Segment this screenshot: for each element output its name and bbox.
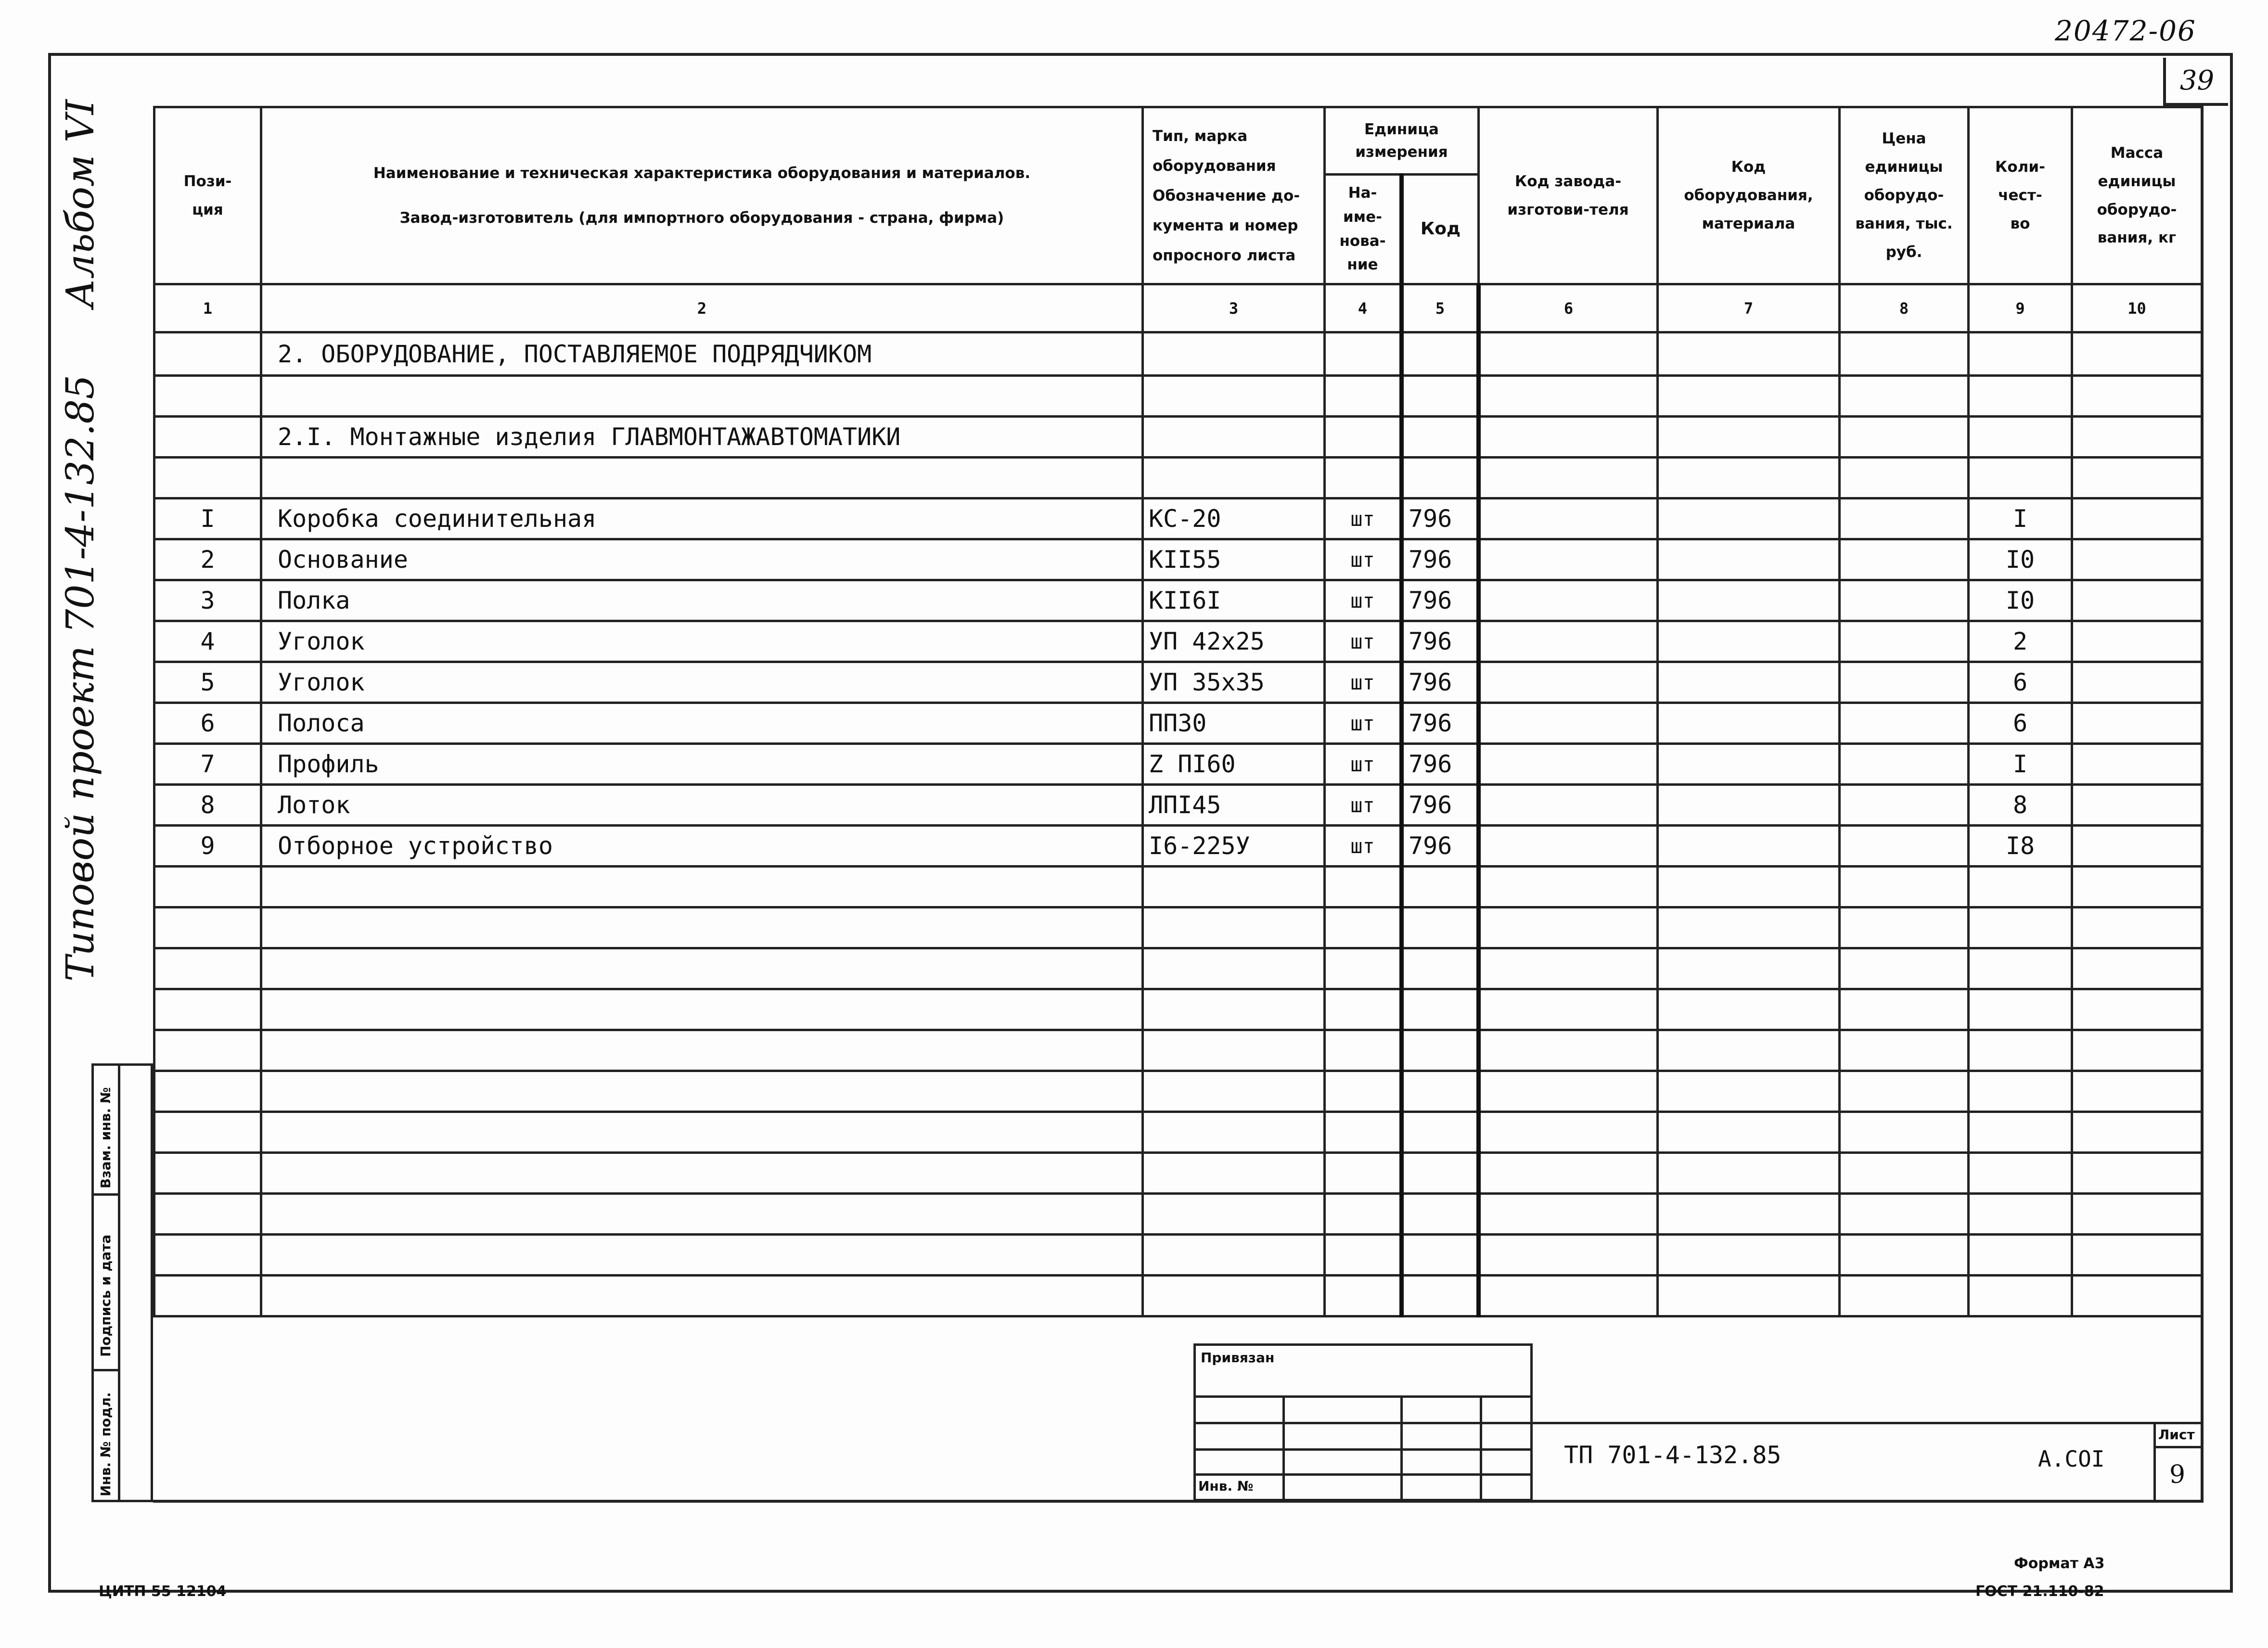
cell-quantity: 8 xyxy=(1969,785,2072,826)
cell-unit: шт xyxy=(1325,580,1402,621)
cell-name: Лоток xyxy=(261,785,1143,826)
cell-code: 796 xyxy=(1402,539,1479,580)
cell-code: 796 xyxy=(1402,744,1479,785)
cell-code: 796 xyxy=(1402,498,1479,539)
empty-row xyxy=(154,948,2202,989)
cell-position: 8 xyxy=(154,785,261,826)
empty-row xyxy=(154,989,2202,1030)
cell-quantity: I xyxy=(1969,744,2072,785)
empty-row xyxy=(154,1112,2202,1153)
table-row xyxy=(154,662,2202,703)
cell-unit: шт xyxy=(1325,539,1402,580)
cell-position: 5 xyxy=(154,662,261,703)
cell-type: УП 42х25 xyxy=(1143,621,1325,662)
empty-row xyxy=(154,1235,2202,1276)
cell-type: КII55 xyxy=(1143,539,1325,580)
empty-row xyxy=(154,1071,2202,1112)
header-equipment-code: Код оборудования, материала xyxy=(1658,107,1840,284)
cell-quantity: I0 xyxy=(1969,539,2072,580)
header-unit-code: Код xyxy=(1402,175,1479,284)
cell-code: 796 xyxy=(1402,785,1479,826)
colnum-6: 6 xyxy=(1479,284,1658,332)
list-label: Лист xyxy=(2158,1427,2195,1443)
side-stamp-strip xyxy=(91,1063,153,1502)
footer-format: Формат А3 xyxy=(2014,1555,2105,1572)
cell-position: 3 xyxy=(154,580,261,621)
cell-type: Z ПI60 xyxy=(1143,744,1325,785)
cell-unit: шт xyxy=(1325,498,1402,539)
doc-number: 20472-06 xyxy=(2055,14,2196,47)
colnum-5: 5 xyxy=(1402,284,1479,332)
cell-quantity: 6 xyxy=(1969,662,2072,703)
empty-row xyxy=(154,1276,2202,1316)
header-type: Тип, марка оборудования Обозначение до-кумента и номер опросного листа xyxy=(1143,107,1325,284)
table-row xyxy=(154,785,2202,826)
table-row xyxy=(154,498,2202,539)
header-name-line1: Наименование и техническая характеристика оборудования и материалов. xyxy=(373,164,1031,182)
specification-table xyxy=(153,106,2203,1317)
cell-name: Полка xyxy=(261,580,1143,621)
cell-name: Отборное устройство xyxy=(261,826,1143,867)
table-row xyxy=(154,539,2202,580)
header-unit-name: На-име-нова-ние xyxy=(1325,175,1402,284)
empty-row xyxy=(154,1153,2202,1194)
colnum-9: 9 xyxy=(1969,284,2072,332)
header-factory-code: Код завода-изготови-теля xyxy=(1479,107,1658,284)
project-label: Типовой проект 701-4-132.85 xyxy=(58,374,103,982)
table-row xyxy=(154,703,2202,744)
label-vzam-inv: Взам. инв. № xyxy=(98,1087,114,1188)
cell-quantity: I0 xyxy=(1969,580,2072,621)
privyazan-label: Привязан xyxy=(1201,1350,1275,1366)
cell-position: 6 xyxy=(154,703,261,744)
cell-unit: шт xyxy=(1325,703,1402,744)
cell-type: ЛПI45 xyxy=(1143,785,1325,826)
colnum-3: 3 xyxy=(1143,284,1325,332)
cell-code: 796 xyxy=(1402,621,1479,662)
page-number: 39 xyxy=(2163,58,2228,106)
subsection-title: 2.I. Монтажные изделия ГЛАВМОНТАЖАВТОМАТИКИ xyxy=(261,417,1143,458)
empty-row xyxy=(154,1194,2202,1235)
inv-no-label: Инв. № xyxy=(1198,1478,1254,1494)
sheet-mark: А.СОI xyxy=(2038,1446,2105,1472)
footer-left-code: ЦИТП 55 12104 xyxy=(99,1583,227,1600)
cell-name: Уголок xyxy=(261,621,1143,662)
header-unit-group: Единица измерения xyxy=(1325,107,1479,175)
cell-name: Основание xyxy=(261,539,1143,580)
header-price: Цена единицы оборудо-вания, тыс. руб. xyxy=(1840,107,1969,284)
cell-position: I xyxy=(154,498,261,539)
cell-code: 796 xyxy=(1402,826,1479,867)
cell-name: Профиль xyxy=(261,744,1143,785)
doc-code: ТП 701-4-132.85 xyxy=(1564,1441,1781,1469)
cell-code: 796 xyxy=(1402,703,1479,744)
label-inv-podl: Инв. № подл. xyxy=(98,1392,114,1496)
cell-name: Уголок xyxy=(261,662,1143,703)
cell-type: УП 35х35 xyxy=(1143,662,1325,703)
cell-unit: шт xyxy=(1325,662,1402,703)
colnum-2: 2 xyxy=(261,284,1143,332)
colnum-4: 4 xyxy=(1325,284,1402,332)
cell-quantity: I8 xyxy=(1969,826,2072,867)
cell-type: ПП30 xyxy=(1143,703,1325,744)
list-number: 9 xyxy=(2169,1460,2186,1489)
colnum-8: 8 xyxy=(1840,284,1969,332)
table-row xyxy=(154,826,2202,867)
header-name-line2: Завод-изготовитель (для импортного оборудования - страна, фирма) xyxy=(399,209,1004,227)
cell-name: Коробка соединительная xyxy=(261,498,1143,539)
table-row xyxy=(154,621,2202,662)
empty-row xyxy=(154,907,2202,948)
cell-position: 2 xyxy=(154,539,261,580)
cell-unit: шт xyxy=(1325,744,1402,785)
cell-name: Полоса xyxy=(261,703,1143,744)
cell-quantity: I xyxy=(1969,498,2072,539)
cell-type: КС-20 xyxy=(1143,498,1325,539)
cell-code: 796 xyxy=(1402,662,1479,703)
bottom-border xyxy=(153,1500,2203,1503)
empty-row xyxy=(154,867,2202,907)
table-row xyxy=(154,580,2202,621)
header-position: Пози- ция xyxy=(154,107,261,284)
cell-position: 4 xyxy=(154,621,261,662)
footer-gost: ГОСТ 21.110-82 xyxy=(1975,1583,2104,1600)
cell-quantity: 6 xyxy=(1969,703,2072,744)
cell-unit: шт xyxy=(1325,826,1402,867)
cell-position: 7 xyxy=(154,744,261,785)
cell-unit: шт xyxy=(1325,621,1402,662)
header-name xyxy=(261,107,1143,284)
colnum-10: 10 xyxy=(2072,284,2202,332)
cell-quantity: 2 xyxy=(1969,621,2072,662)
cell-type: КII6I xyxy=(1143,580,1325,621)
cell-unit: шт xyxy=(1325,785,1402,826)
album-label: Альбом VI xyxy=(58,99,103,308)
cell-type: I6-225У xyxy=(1143,826,1325,867)
label-podpis-data: Подпись и дата xyxy=(98,1234,114,1357)
colnum-1: 1 xyxy=(154,284,261,332)
header-mass: Масса единицы оборудо-вания, кг xyxy=(2072,107,2202,284)
empty-row xyxy=(154,1030,2202,1071)
cell-code: 796 xyxy=(1402,580,1479,621)
section-title: 2. ОБОРУДОВАНИЕ, ПОСТАВЛЯЕМОЕ ПОДРЯДЧИКОМ xyxy=(261,332,1143,376)
table-row xyxy=(154,744,2202,785)
cell-position: 9 xyxy=(154,826,261,867)
header-quantity: Коли-чест-во xyxy=(1969,107,2072,284)
colnum-7: 7 xyxy=(1658,284,1840,332)
